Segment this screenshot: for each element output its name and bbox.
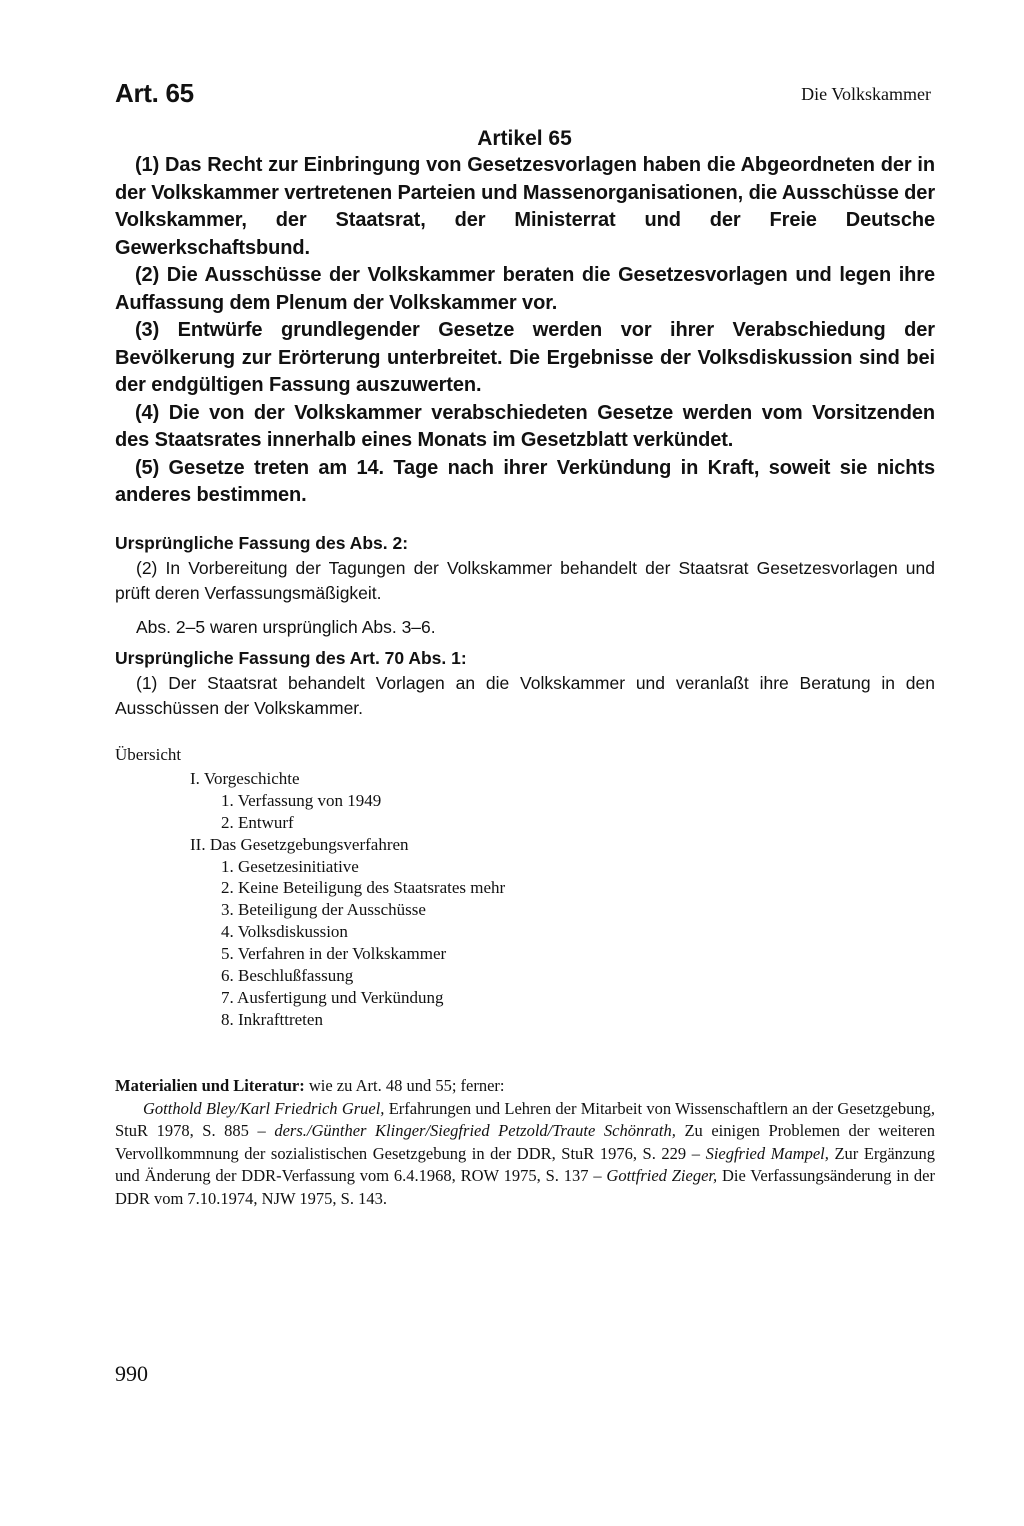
original-version-heading: Ursprüngliche Fassung des Art. 70 Abs. 1: [115,648,467,668]
article-paragraph-4: (4) Die von der Volkskammer verabschiedeten Gesetze werden vom Vorsitzenden des Staatsrates innerhalb eines Monats im Gesetzblatt verkündet. [115,401,935,451]
page-number: 990 [115,1361,148,1386]
literature-text: Die Verfassungsänderung in der DDR vom 7.10.1974, NJW 1975, S. 143. [115,1166,936,1208]
article-paragraph-1: (1) Das Recht zur Einbringung von Gesetzesvorlagen haben die Abgeordneten der in der Volkskammer vertretenen Parteien und Massenorganisationen, die Ausschüsse der Volkskammer, der Staatsrat, der Ministerrat und der Freie Deutsche Gewerkschaftsbund. [115,154,935,259]
original-version-heading: Ursprüngliche Fassung des Abs. 2: [115,533,409,553]
running-header-article: Art. 65 [115,78,194,108]
literature-author: Gotthold Bley/Karl Friedrich Gruel, [143,1098,385,1118]
overview-item: 2. Entwurf [221,812,294,832]
original-version-note: Abs. 2–5 waren ursprünglich Abs. 3–6. [136,617,436,637]
literature-references [115,1098,935,1211]
original-version-abs2 [115,531,935,640]
literature-text: Erfahrungen und Lehren der Mitarbeit von Wissenschaftlern an der Gesetzgebung, StuR 1978, S. 885 – [115,1098,935,1140]
overview-item: 1. Verfassung von 1949 [221,790,382,810]
overview-item: 4. Volksdiskussion [221,922,348,942]
literature-text: Zur Ergänzung und Änderung der DDR-Verfassung vom 6.4.1968, ROW 1975, S. 137 – [115,1143,936,1185]
overview-section: II. Das Gesetzgebungsverfahren [190,834,409,854]
overview-item: 8. Inkrafttreten [221,1009,323,1029]
literature-text: Zu einigen Problemen der weiteren Vervollkommnung der sozialistischen Gesetzgebung in der DDR, StuR 1976, S. 229 – [115,1121,935,1163]
article-body [115,152,935,510]
overview-item: 7. Ausfertigung und Verkündung [221,987,444,1007]
overview-item: 2. Keine Beteiligung des Staatsrates mehr [221,878,506,898]
article-paragraph-2: (2) Die Ausschüsse der Volkskammer beraten die Gesetzesvorlagen und legen ihre Auffassung dem Plenum der Volkskammer vor. [115,264,935,314]
original-version-text: (2) In Vorbereitung der Tagungen der Volkskammer behandelt der Staatsrat Gesetzesvorlagen und prüft deren Verfassungsmäßigkeit. [115,558,935,603]
overview-item: 3. Beteiligung der Ausschüsse [221,900,426,920]
literature-author: Gottfried Zieger, [606,1166,718,1185]
overview-section: I. Vorgeschichte [190,768,300,788]
literature-label-tail: wie zu Art. 48 und 55; ferner: [304,1076,505,1095]
overview-item: 5. Verfahren in der Volkskammer [221,944,447,964]
running-header-section: Die Volkskammer [801,84,931,104]
original-version-text: (1) Der Staatsrat behandelt Vorlagen an die Volkskammer und veranlaßt ihre Beratung in den Ausschüssen der Volkskammer. [115,673,935,718]
literature-section [115,1075,935,1210]
literature-author: Siegfried Mampel, [705,1143,829,1163]
literature-label: Materialien und Literatur: [115,1076,305,1095]
article-paragraph-3: (3) Entwürfe grundlegender Gesetze werden vor ihrer Verabschiedung der Bevölkerung zur Erörterung unterbreitet. Die Ergebnisse der Volksdiskussion sind bei der endgültigen Fassung auszuwerten. [115,319,935,396]
original-version-art70 [115,646,935,721]
article-paragraph-5: (5) Gesetze treten am 14. Tage nach ihrer Verkündung in Kraft, soweit sie nichts anderes bestimmen. [115,456,935,506]
overview-item: 1. Gesetzesinitiative [221,856,359,876]
overview-item: 6. Beschlußfassung [221,966,354,986]
overview-title: Übersicht [115,745,182,764]
article-title: Artikel 65 [477,127,572,150]
overview [115,744,715,1031]
literature-author: ders./Günther Klinger/Siegfried Petzold/Traute Schönrath, [274,1121,676,1140]
